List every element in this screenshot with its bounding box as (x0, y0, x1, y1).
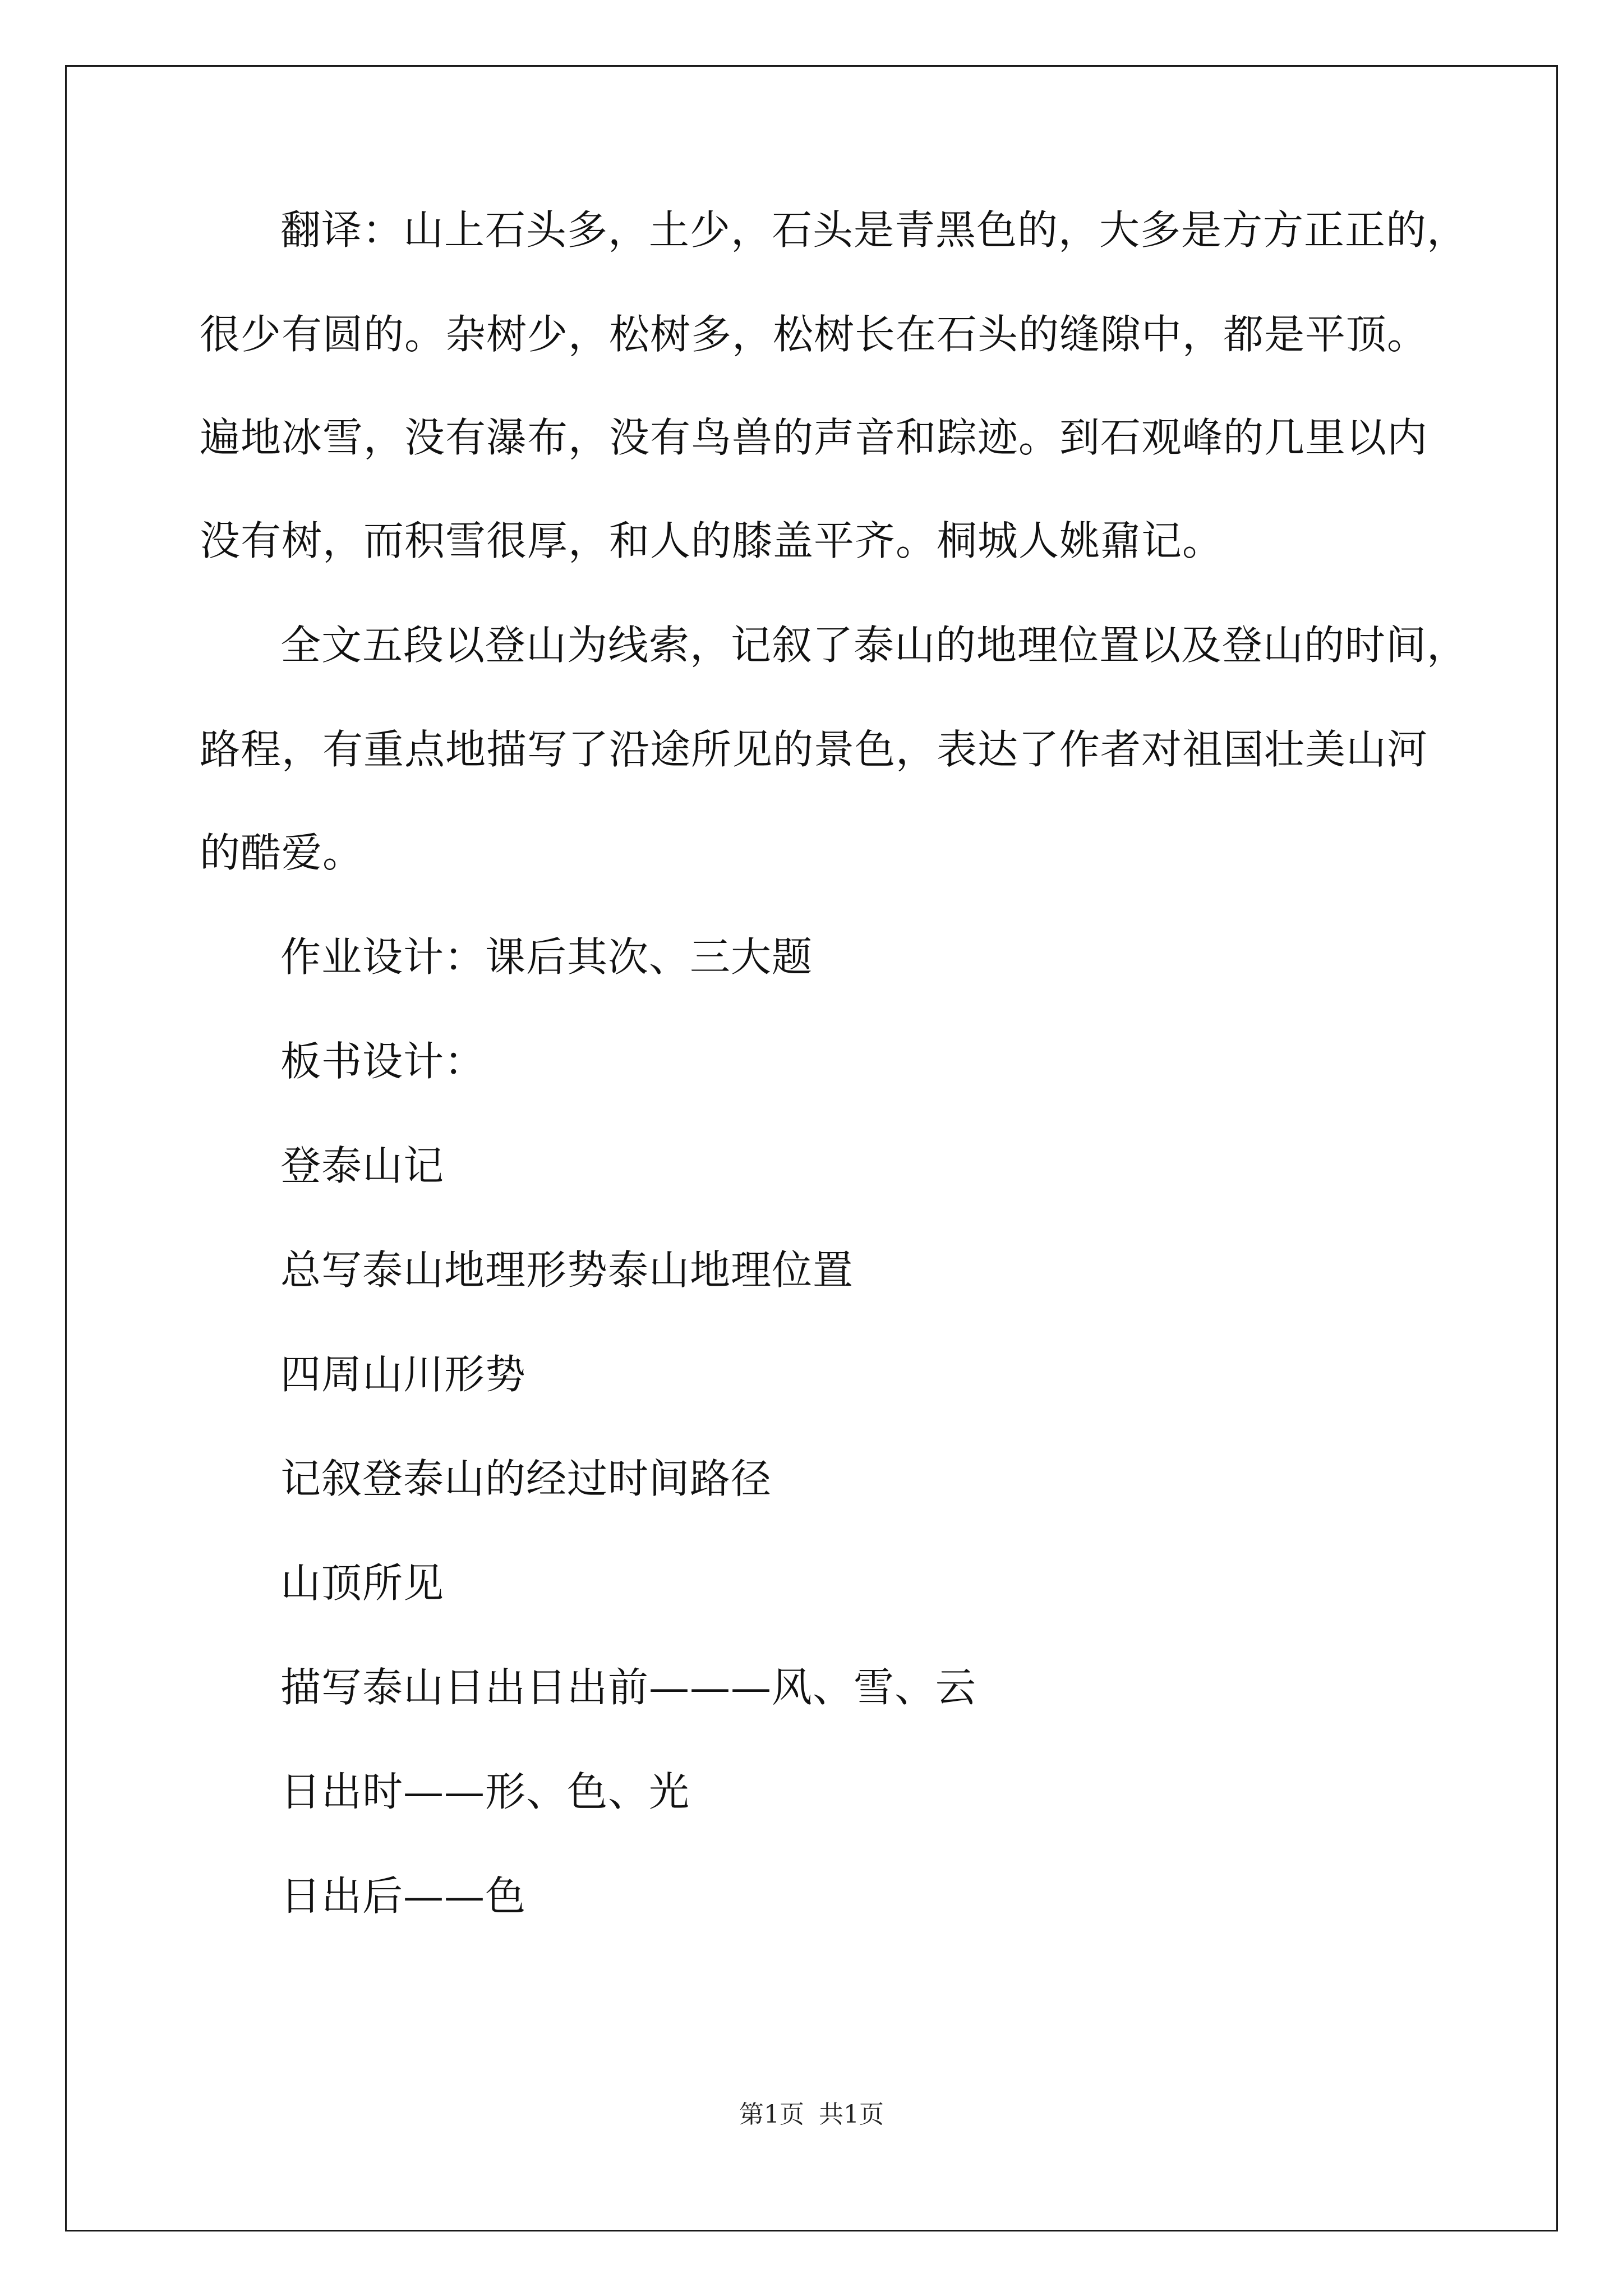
translation-line-1: 翻译：山上石头多，土少，石头是青黑色的，大多是方方正正的， (280, 206, 1468, 254)
board-line-sunrise-during: 日出时——形、色、光 (280, 1768, 690, 1815)
translation-line-3: 遍地冰雪，没有瀑布，没有鸟兽的声音和踪迹。到石观峰的几里以内 (200, 414, 1428, 461)
board-line-summit: 山顶所见 (280, 1559, 445, 1607)
homework-line: 作业设计：课后其次、三大题 (280, 933, 813, 981)
translation-line-2: 很少有圆的。杂树少，松树多，松树长在石头的缝隙中，都是平顶。 (200, 311, 1428, 358)
board-line-title: 登泰山记 (280, 1142, 445, 1189)
page-total: 共1页 (819, 2100, 884, 2129)
board-design-heading: 板书设计： (280, 1038, 486, 1085)
summary-line-3: 的酷爱。 (200, 829, 364, 876)
summary-line-1: 全文五段以登山为线索，记叙了泰山的地理位置以及登山的时间， (280, 622, 1468, 669)
translation-line-4: 没有树，而积雪很厚，和人的膝盖平齐。桐城人姚鼐记。 (200, 517, 1224, 564)
board-line-geography: 总写泰山地理形势泰山地理位置 (280, 1246, 854, 1294)
summary-line-2: 路程，有重点地描写了沿途所见的景色，表达了作者对祖国壮美山河 (200, 726, 1428, 773)
page-footer (0, 2098, 1623, 2132)
board-line-surroundings: 四周山川形势 (280, 1351, 527, 1398)
page-number: 第1页 (739, 2100, 804, 2129)
board-line-narrative: 记叙登泰山的经过时间路径 (280, 1455, 772, 1502)
board-line-sunrise-before: 描写泰山日出日出前———风、雪、云 (280, 1664, 977, 1711)
board-line-sunrise-after: 日出后——色 (280, 1872, 527, 1920)
